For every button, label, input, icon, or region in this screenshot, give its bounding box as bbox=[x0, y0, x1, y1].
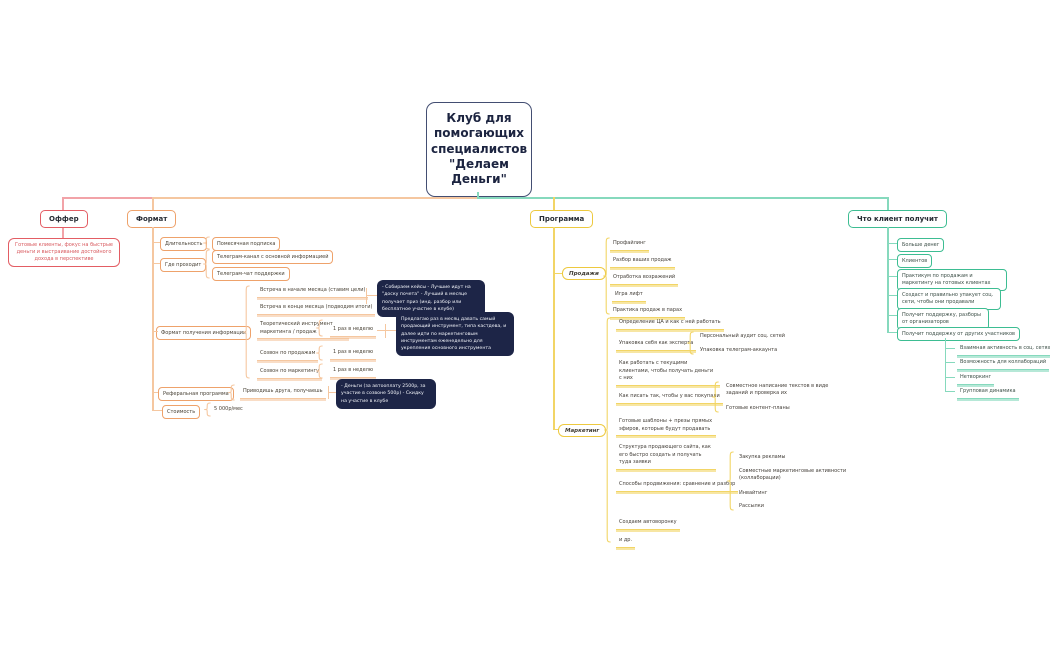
price-value[interactable]: 5 000р/мес bbox=[214, 406, 243, 412]
benefit-clients[interactable]: Клиентов bbox=[897, 254, 932, 268]
support-sub-dynamics[interactable]: Групповая динамика bbox=[957, 387, 1019, 399]
connector-line bbox=[62, 197, 152, 199]
where-label[interactable]: Где проходит bbox=[160, 258, 206, 272]
connector-line bbox=[887, 197, 889, 210]
connector-line bbox=[553, 197, 555, 210]
sales-item-practice[interactable]: Практика продаж в парах bbox=[610, 306, 685, 318]
connector-line bbox=[152, 197, 478, 199]
connector-line bbox=[887, 259, 897, 260]
connector-line bbox=[553, 429, 558, 430]
connector-line bbox=[945, 348, 955, 349]
note-monthly-tool[interactable]: Предлагаю раз в месяц давать самый продающий инструмент, типа кастдева, и далее идти по маркетинговым инструментам еженедельно для укрепления основного инструмента bbox=[396, 312, 514, 356]
support-sub-activity[interactable]: Взаимная активность в соц. сетях bbox=[957, 344, 1050, 356]
theory-frequency[interactable]: 1 раз в неделю bbox=[330, 325, 376, 337]
connector-line bbox=[152, 242, 160, 243]
benefit-support-members[interactable]: Получит поддержку от других участников bbox=[897, 327, 1020, 341]
referral-label[interactable]: Реферальная программа bbox=[158, 387, 234, 401]
support-sub-networking[interactable]: Нетворкинг bbox=[957, 373, 994, 385]
duration-value[interactable]: Помесячная подписка bbox=[212, 237, 280, 251]
sales-item-profiling[interactable]: Профайлинг bbox=[610, 239, 649, 251]
connector-line bbox=[152, 331, 158, 332]
marketing-call-frequency[interactable]: 1 раз в неделю bbox=[330, 366, 376, 378]
connector-line bbox=[945, 391, 955, 392]
benefit-support-org[interactable]: Получит поддержку, разборы от организаторов bbox=[897, 308, 989, 330]
promotion-sub-inviting[interactable]: Инвайтинг bbox=[739, 490, 768, 496]
root-topic[interactable]: Клуб для помогающих специалистов "Делаем Деньги" bbox=[426, 102, 532, 197]
marketing-item-etc[interactable]: и др. bbox=[616, 536, 635, 548]
connector-line bbox=[887, 315, 897, 316]
sales-item-objections[interactable]: Отработка возражений bbox=[610, 273, 678, 285]
support-sub-collab[interactable]: Возможность для коллабораций bbox=[957, 358, 1049, 370]
marketing-item-packaging[interactable]: Упаковка себя как эксперта bbox=[616, 339, 696, 351]
connector-line bbox=[887, 276, 897, 277]
benefit-social-packaging[interactable]: Создаст и правильно упакует соц. сети, чтобы они продавали bbox=[897, 288, 1001, 310]
connector-line bbox=[152, 227, 154, 411]
sales-call-frequency[interactable]: 1 раз в неделю bbox=[330, 348, 376, 360]
benefit-practicum[interactable]: Практикум по продажам и маркетингу на готовых клиентах bbox=[897, 269, 1007, 291]
marketing-item-writing[interactable]: Как писать так, чтобы у вас покупали bbox=[616, 392, 723, 404]
connector-line bbox=[887, 295, 897, 296]
connector-line bbox=[152, 263, 160, 264]
connector-line bbox=[328, 392, 336, 393]
writing-sub-texts[interactable]: Совместное написание текстов в виде заданий и проверка их bbox=[726, 383, 829, 397]
connector-line bbox=[377, 330, 396, 331]
connector-line bbox=[62, 197, 64, 210]
sales-item-review[interactable]: Разбор ваших продаж bbox=[610, 256, 675, 268]
packaging-sub-audit[interactable]: Персональный аудит соц. сетей bbox=[700, 333, 786, 339]
writing-sub-content-plans[interactable]: Готовые контент-планы bbox=[726, 405, 790, 411]
benefits-topic[interactable]: Что клиент получит bbox=[848, 210, 947, 228]
marketing-item-current-clients[interactable]: Как работать с текущими клиентами, чтобы получать деньги с них bbox=[616, 359, 720, 386]
note-cases[interactable]: - Собираем кейсы - Лучшие идут на "доску почета" - Лучший в месяце получает приз (инд. разбор или бесплатное участие в клубе) bbox=[377, 280, 485, 317]
marketing-item-website[interactable]: Структура продающего сайта, как его быстро создать и получать туда заявки bbox=[616, 443, 716, 470]
packaging-sub-telegram[interactable]: Упаковка телеграм-аккаунта bbox=[700, 347, 778, 353]
where-value-chat[interactable]: Телеграм-чат поддержки bbox=[212, 267, 290, 281]
marketing-item-promotion[interactable]: Способы продвижения: сравнение и разбор bbox=[616, 480, 738, 492]
connector-line bbox=[887, 243, 897, 244]
connector-line bbox=[553, 227, 555, 430]
benefit-more-money[interactable]: Больше денег bbox=[897, 238, 944, 252]
where-value-channel[interactable]: Телеграм-канал с основной информацией bbox=[212, 250, 333, 264]
marketing-label[interactable]: Маркетинг bbox=[558, 424, 606, 437]
connector-line bbox=[945, 377, 955, 378]
duration-label[interactable]: Длительность bbox=[160, 237, 207, 251]
connector-line bbox=[62, 228, 64, 238]
info-item-meeting-start[interactable]: Встреча в начале месяца (ставим цели) bbox=[257, 286, 368, 298]
info-item-marketing-call[interactable]: Созвон по маркетингу bbox=[257, 367, 322, 379]
price-label[interactable]: Стоимость bbox=[162, 405, 200, 419]
offer-description[interactable]: Готовые клиенты, фокус на быстрые деньги и выстраивание достойного дохода в перспективе bbox=[8, 238, 120, 267]
connector-line bbox=[366, 295, 377, 296]
connector-line bbox=[945, 338, 946, 392]
promotion-sub-ads[interactable]: Закупка рекламы bbox=[739, 454, 786, 460]
connector-line bbox=[152, 197, 154, 210]
offer-topic[interactable]: Оффер bbox=[40, 210, 88, 228]
referral-value[interactable]: Приводишь друга, получаешь bbox=[240, 387, 326, 399]
connector-line bbox=[152, 392, 158, 393]
connector-line bbox=[152, 410, 162, 411]
info-item-theory-tool[interactable]: Теоретический инструмент маркетинга / продаж bbox=[257, 320, 349, 339]
marketing-item-audience[interactable]: Определение ЦА и как с ней работать bbox=[616, 318, 724, 330]
connector-line bbox=[477, 197, 888, 199]
sales-item-elevator[interactable]: Игра лифт bbox=[612, 290, 646, 302]
program-topic[interactable]: Программа bbox=[530, 210, 593, 228]
promotion-sub-mailing[interactable]: Рассылки bbox=[739, 503, 764, 509]
promotion-sub-collab[interactable]: Совместные маркетинговые активности (коллаборации) bbox=[739, 468, 847, 482]
marketing-item-funnel[interactable]: Создаем автоворонку bbox=[616, 518, 680, 530]
format-topic[interactable]: Формат bbox=[127, 210, 176, 228]
marketing-item-templates[interactable]: Готовые шаблоны + презы прямых эфиров, которые будут продавать bbox=[616, 417, 716, 436]
connector-line bbox=[945, 362, 955, 363]
connector-line bbox=[887, 332, 897, 333]
connector-line bbox=[553, 273, 562, 274]
info-format-label[interactable]: Формат получения информации bbox=[156, 326, 251, 340]
note-referral-bonus[interactable]: - Деньги (за автооплату 2500р, за участие в созвоне 500р) - Скидку на участие в клубе bbox=[336, 379, 436, 409]
info-item-sales-call[interactable]: Созвон по продажам bbox=[257, 349, 318, 361]
info-item-meeting-end[interactable]: Встреча в конце месяца (подводим итоги) bbox=[257, 303, 375, 315]
brace-connector bbox=[204, 403, 210, 416]
sales-label[interactable]: Продажи bbox=[562, 267, 606, 280]
